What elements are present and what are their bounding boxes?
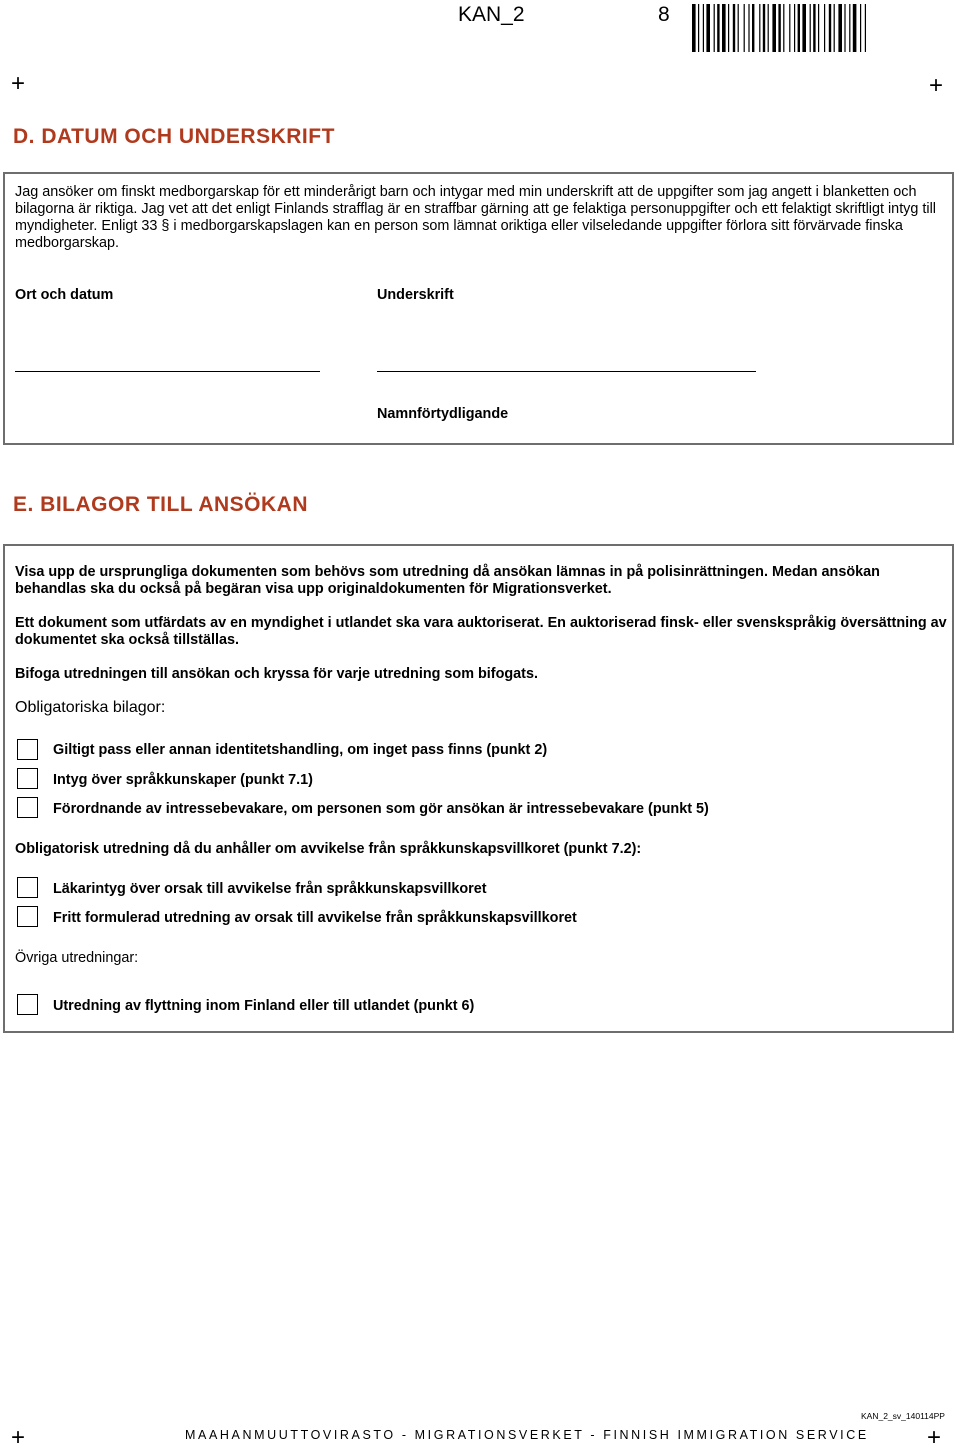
registration-mark-icon: + — [11, 1424, 26, 1451]
checkbox-relocation-statement[interactable] — [17, 994, 38, 1015]
signature-label: Underskrift — [377, 287, 454, 303]
barcode-icon — [692, 4, 922, 52]
language-exemption-heading: Obligatorisk utredning då du anhåller om avvikelse från språkkunskapsvillkoret (punkt 7.2): — [15, 841, 642, 857]
checkbox-label: Fritt formulerad utredning av orsak till avvikelse från språkkunskapsvillkoret — [53, 910, 577, 926]
attachments-intro-2: Ett dokument som utfärdats av en myndighet i utlandet ska vara auktoriserat. En auktoriserad finsk- eller svenskspråkig översättning av dokumentet ska också tillställas. — [15, 615, 947, 648]
section-e-box — [3, 544, 954, 1033]
place-date-label: Ort och datum — [15, 287, 114, 303]
checkbox-label: Förordnande av intressebevakare, om personen som gör ansökan är intressebevakare (punkt 5) — [53, 801, 709, 817]
other-heading: Övriga utredningar: — [15, 950, 139, 966]
registration-mark-icon: + — [11, 70, 26, 97]
section-e-title: E. BILAGOR TILL ANSÖKAN — [13, 493, 308, 516]
attachments-intro-3: Bifoga utredningen till ansökan och kryssa för varje utredning som bifogats. — [15, 666, 538, 682]
checkbox-label: Läkarintyg över orsak till avvikelse från språkkunskapsvillkoret — [53, 881, 487, 897]
section-d-box — [3, 172, 954, 445]
mandatory-heading: Obligatoriska bilagor: — [15, 699, 166, 716]
checkbox-language-certificate[interactable] — [17, 768, 38, 789]
registration-mark-icon: + — [929, 72, 944, 99]
name-clarification-label: Namnförtydligande — [377, 406, 509, 422]
declaration-text: Jag ansöker om finskt medborgarskap för ett minderårigt barn och intygar med min underskrift att de uppgifter som jag angett i blanketten och bilagorna är riktiga. Jag vet att det enligt Finlands strafflag är en straffbar gärning att ge felaktiga personuppgifter och ett felaktigt skriftligt intyg till myndigheter. Enligt 33 § i medborgarskapslagen kan en person som lämnat oriktiga eller vilseledande uppgifter förlora sitt förvärvade finska medborgarskap. — [15, 184, 936, 251]
checkbox-free-form-statement[interactable] — [17, 906, 38, 927]
section-d-title: D. DATUM OCH UNDERSKRIFT — [13, 125, 335, 148]
place-date-field[interactable] — [15, 371, 320, 372]
checkbox-passport[interactable] — [17, 739, 38, 760]
registration-mark-icon: + — [927, 1424, 942, 1451]
checkbox-label: Utredning av flyttning inom Finland eller till utlandet (punkt 6) — [53, 998, 475, 1014]
footer-agency: MAAHANMUUTTOVIRASTO - MIGRATIONSVERKET - FINNISH IMMIGRATION SERVICE — [185, 1428, 869, 1442]
page-number: 8 — [658, 3, 670, 26]
checkbox-label: Giltigt pass eller annan identitetshandling, om inget pass finns (punkt 2) — [53, 742, 548, 758]
form-code: KAN_2 — [458, 3, 525, 26]
signature-field[interactable] — [377, 371, 756, 372]
attachments-intro-1: Visa upp de ursprungliga dokumenten som behövs som utredning då ansökan lämnas in på polisinrättningen. Medan ansökan behandlas ska du också på begäran visa upp originaldokumenten för Migrationsverket. — [15, 564, 880, 597]
checkbox-guardian-appointment[interactable] — [17, 797, 38, 818]
form-version: KAN_2_sv_140114PP — [861, 1411, 945, 1421]
checkbox-label: Intyg över språkkunskaper (punkt 7.1) — [53, 772, 313, 788]
checkbox-medical-certificate[interactable] — [17, 877, 38, 898]
